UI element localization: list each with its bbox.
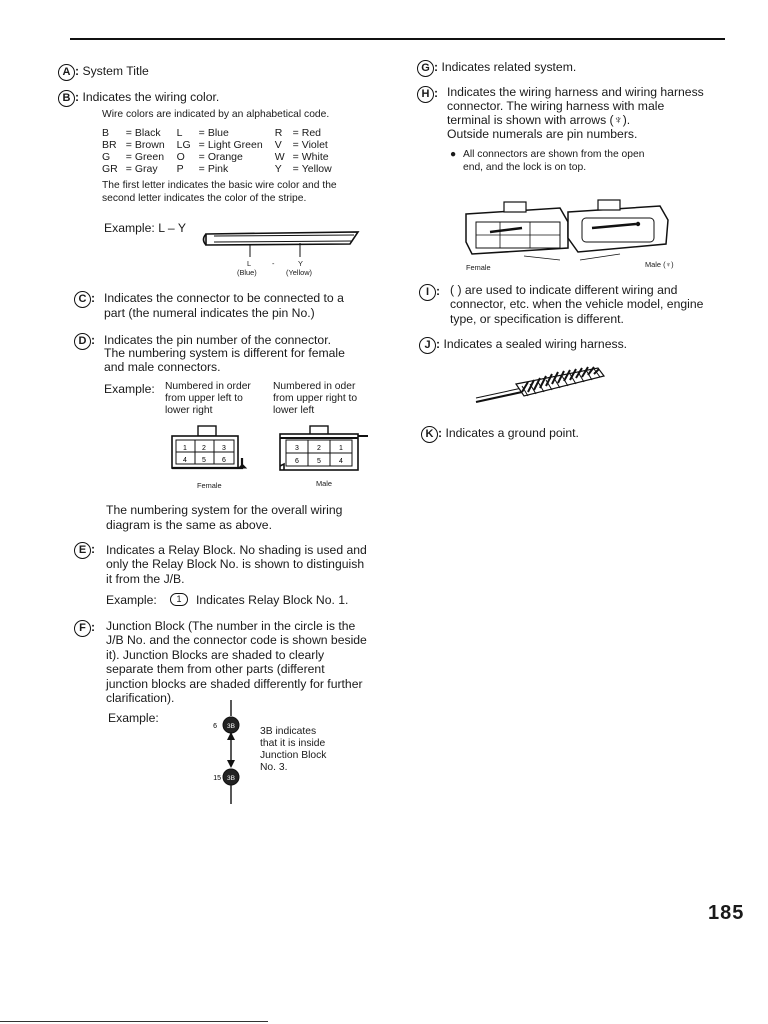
female-connector-diagram [168,424,264,474]
item-f-line: Junction Block (The number in the circle is the [106,619,356,633]
jb-example-label: Example: [108,711,159,725]
item-e-line3: it from the J/B. [106,572,185,586]
wire-diagram [200,226,365,260]
marker-d: D [74,333,91,350]
wire-l: L [247,259,252,268]
junction-block-diagram [206,700,246,806]
female-pin: 1 [183,445,187,452]
jb-bottom-pin: 15 [213,775,221,782]
harness-male-label: Male (♆) [645,260,674,269]
color-code-table [102,127,335,175]
item-f-text [106,619,367,705]
item-d-line1: Indicates the pin number of the connector. [104,333,331,347]
color-code-cell: Black [134,127,161,139]
male-desc-line: Numbered in oder [273,381,356,392]
harness-female-label: Female [466,263,491,272]
item-k: K : Indicates a ground point. [421,426,579,443]
jb-desc-line: No. 3. [260,762,288,773]
marker-e-wrap: E : [74,542,95,559]
color-code-cell: Yellow [301,163,332,175]
color-code-row [102,151,335,163]
female-pin: 4 [183,457,187,464]
color-code-cell: Brown [134,139,165,151]
female-pin: 3 [222,445,226,452]
top-rule [70,38,725,40]
male-pin: 3 [295,445,299,452]
item-c-line2: part (the numeral indicates the pin No.) [104,306,315,320]
color-code-cell: W [274,151,285,163]
item-g: G : Indicates related system. [417,60,576,77]
marker-i-wrap: I : [419,284,440,301]
wire-y: Y [298,259,303,268]
item-i-line2: connector, etc. when the vehicle model, engine [450,297,704,311]
color-code-cell: Violet [301,139,328,151]
item-f-line: clarification). [106,691,175,706]
relay-example-label: Example: [106,593,157,607]
color-code-cell: L [176,127,183,139]
color-code-cell: = [198,151,205,163]
item-e-line2: only the Relay Block No. is shown to distinguish [106,557,365,571]
color-code-cell: = [125,163,132,175]
jb-desc-line: Junction Block [260,750,327,761]
female-pin: 2 [202,445,206,452]
female-desc [165,381,251,417]
male-label: Male [316,479,333,488]
female-desc-line: lower right [165,405,213,416]
item-i-line3: type, or specification is different. [450,312,624,326]
item-h-line3: terminal is shown with arrows (♆). [447,113,631,127]
item-f-line: it). Junction Blocks are shaded to clearly [106,647,325,662]
item-f-line: J/B No. and the connector code is shown beside [106,633,367,648]
color-code-cell: = [198,163,205,175]
item-f-line: junction blocks are shaded differently for further [106,676,363,691]
marker-e: E [74,542,91,559]
marker-c-wrap: C : [74,291,95,308]
color-code-cell: Green [134,151,165,163]
male-desc [273,381,357,417]
color-code-cell: = [292,127,299,139]
color-code-cell: Blue [207,127,229,139]
item-h-line2: connector. The wiring harness with male [447,99,665,113]
item-f-line: separate them from other parts (different [106,662,325,677]
marker-b: B [58,90,75,107]
marker-h: H [417,86,434,103]
marker-f: F [74,620,91,637]
color-code-cell: Red [301,127,322,139]
color-code-cell: Pink [207,163,229,175]
item-h-line1: Indicates the wiring harness and wiring harness [447,85,704,99]
color-note-2: second letter indicates the color of the stripe. [102,193,307,204]
color-code-cell: = [125,139,132,151]
item-i-line1: ( ) are used to indicate different wiring and [450,283,678,297]
female-pin: 5 [202,457,206,464]
female-pin: 6 [222,457,226,464]
item-a-text: System Title [82,64,149,78]
item-e-line1: Indicates a Relay Block. No shading is used and [106,543,367,557]
wire-color-intro: Wire colors are indicated by an alphabetical code. [102,109,330,120]
color-code-cell: = [292,139,299,151]
wire-example-label: Example: L – Y [104,221,186,235]
color-code-cell: LG [176,139,191,151]
jb-bottom-code: 3B [227,775,235,782]
marker-c: C [74,291,91,308]
color-code-cell: Orange [207,151,243,163]
color-code-cell: White [301,151,329,163]
color-code-cell: R [274,127,283,139]
jb-top-pin: 6 [213,723,217,730]
overall-line2: diagram is the same as above. [106,518,272,532]
page-number: 185 [708,902,745,924]
overall-line1: The numbering system for the overall wiring [106,503,343,517]
color-code-row [102,163,335,175]
item-j-text: Indicates a sealed wiring harness. [443,337,628,351]
color-code-cell: = [125,127,132,139]
color-note-1: The first letter indicates the basic wire color and the [102,180,337,191]
marker-i: I [419,284,436,301]
item-b-text: Indicates the wiring color. [82,90,220,104]
relay-block-symbol: 1 [170,593,188,606]
color-code-cell: Gray [134,163,158,175]
marker-g: G [417,60,434,77]
color-code-row [102,139,335,151]
color-code-cell: O [176,151,185,163]
male-pin: 2 [317,445,321,452]
color-code-cell: V [274,139,282,151]
item-c-line1: Indicates the connector to be connected to a [104,291,344,305]
wire-dash: - [272,259,275,268]
color-code-cell: G [102,151,111,163]
item-d-line2: The numbering system is different for female [104,346,345,360]
male-connector-diagram [276,424,374,474]
wire-yellow: (Yellow) [286,268,313,277]
bottom-rule [0,1021,268,1022]
sealed-harness-diagram [472,362,610,406]
male-desc-line: from upper right to [273,393,358,404]
male-pin: 6 [295,458,299,465]
marker-d-wrap: D : [74,333,95,350]
color-code-cell: = [125,151,132,163]
marker-j: J [419,337,436,354]
color-code-cell: = [292,163,299,175]
color-code-cell: BR [102,139,117,151]
color-code-cell: = [292,151,299,163]
wire-blue: (Blue) [237,268,257,277]
male-pin: 4 [339,458,343,465]
item-d-line3: and male connectors. [104,360,221,374]
male-pin: 1 [339,445,343,452]
jb-desc-line: 3B indicates [260,726,317,737]
harness-connector-diagram [460,198,672,262]
marker-a: A [58,64,75,81]
relay-example-text: Indicates Relay Block No. 1. [196,593,349,607]
jb-desc-line: that it is inside [260,738,326,749]
marker-f-wrap: F : [74,620,95,637]
female-desc-line: from upper left to [165,393,243,404]
item-j: J : Indicates a sealed wiring harness. [419,337,627,354]
color-code-row [102,127,335,139]
jb-top-code: 3B [227,723,235,730]
color-code-cell: Light Green [207,139,263,151]
item-h-line4: Outside numerals are pin numbers. [447,127,638,141]
marker-h-wrap: H : [417,86,438,103]
male-pin: 5 [317,458,321,465]
male-desc-line: lower left [273,405,315,416]
color-code-cell: B [102,127,110,139]
female-desc-line: Numbered in order [165,381,251,392]
bullet-dot: ● [450,149,457,160]
jb-description [260,726,326,774]
item-h-bullet1: All connectors are shown from the open [463,149,645,160]
color-code-cell: = [198,139,205,151]
female-label: Female [197,481,222,490]
item-g-text: Indicates related system. [441,60,577,74]
pin-example-label: Example: [104,382,155,396]
marker-k: K [421,426,438,443]
color-code-cell: Y [274,163,282,175]
item-h-bullet2: end, and the lock is on top. [463,162,587,173]
item-k-text: Indicates a ground point. [445,426,579,440]
color-code-cell: P [176,163,184,175]
item-b: B : Indicates the wiring color. [58,90,219,107]
item-a: A : System Title [58,64,149,81]
color-code-cell: GR [102,163,118,175]
color-code-cell: = [198,127,205,139]
